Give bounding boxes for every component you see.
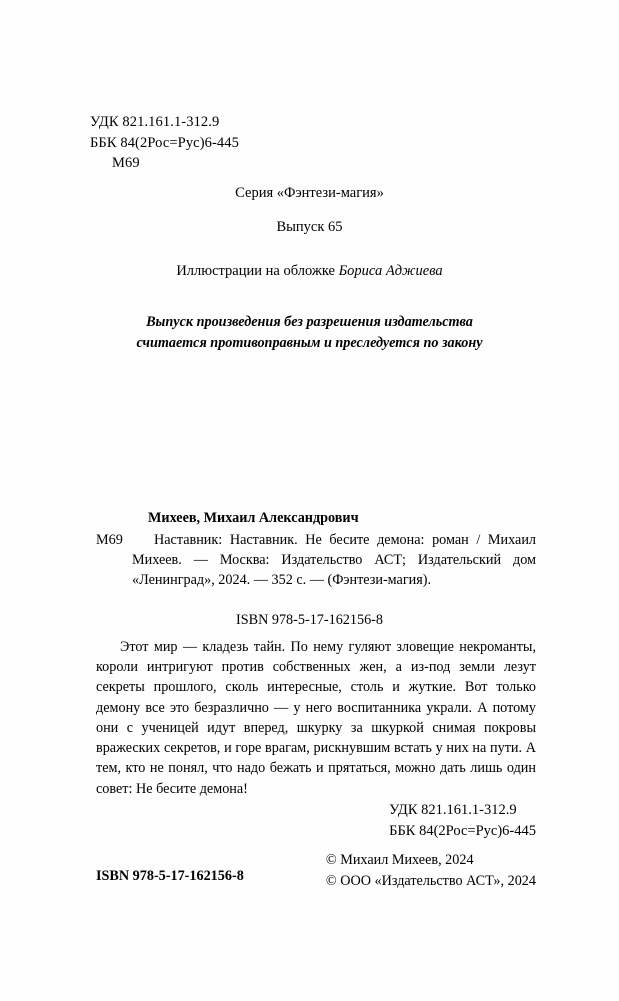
cover-illustration-credit (0, 263, 619, 280)
isbn-center: ISBN 978-5-17-162156-8 (236, 612, 383, 628)
classification-codes-bottom (389, 800, 536, 841)
udk-code-top: УДК 821.161.1-312.9 (90, 114, 220, 130)
bibliographic-description: Наставник: Наставник. Не бесите демона: роман / Михаил Михеев. — Москва: Издательство АСТ; Издательский дом «Ленинград», 2024. — 352 с. — (Фэнтези-магия). (132, 532, 536, 589)
legal-notice (0, 312, 619, 355)
udk-code-bottom: УДК 821.161.1-312.9 (389, 802, 517, 818)
shelf-code-top: М69 (112, 155, 140, 172)
illustration-artist-name: Бориса Аджиева (338, 263, 443, 279)
copyright-author: © Михаил Михеев, 2024 (325, 852, 474, 868)
bibliographic-record (96, 508, 536, 591)
series-block (0, 183, 619, 239)
bibliographic-body (96, 530, 536, 590)
copyright-publisher: © ООО «Издательство АСТ», 2024 (325, 873, 536, 890)
shelf-code-record: М69 (96, 532, 123, 549)
bbk-code-bottom: ББК 84(2Рос=Рус)6-445 (389, 822, 536, 839)
author-name: Михеев, Михаил Александрович (148, 510, 359, 526)
bbk-code-top: ББК 84(2Рос=Рус)6-445 (90, 134, 239, 151)
classification-codes-top (90, 112, 239, 174)
isbn-bottom: ISBN 978-5-17-162156-8 (96, 868, 244, 884)
book-annotation: Этот мир — кладезь тайн. По нему гуляют зловещие некроманты, короли интригуют против собственных жен, а из-под земли лезут секреты прошлого, сколь интересные, столь и жуткие. Вот только демону все это безразлично — у него воспитанника украли. А потому они с ученицей идут вперед, шкурку за шкуркой снимая покровы вражеских секретов, и горе врагам, рискнувшим встать у них на пути. А тем, кто не понял, что надо бежать и прятаться, можно дать лишь один совет: Не бесите демона! (96, 639, 536, 797)
legal-notice-line-2: считается противоправным и преследуется по закону (136, 335, 483, 352)
series-title: Серия «Фэнтези-магия» (235, 185, 384, 201)
copyright-block (326, 850, 536, 893)
series-issue: Выпуск 65 (276, 218, 343, 235)
legal-notice-line-1: Выпуск произведения без разрешения издательства (146, 314, 473, 330)
illustration-credit-prefix: Иллюстрации на обложке (176, 263, 339, 279)
